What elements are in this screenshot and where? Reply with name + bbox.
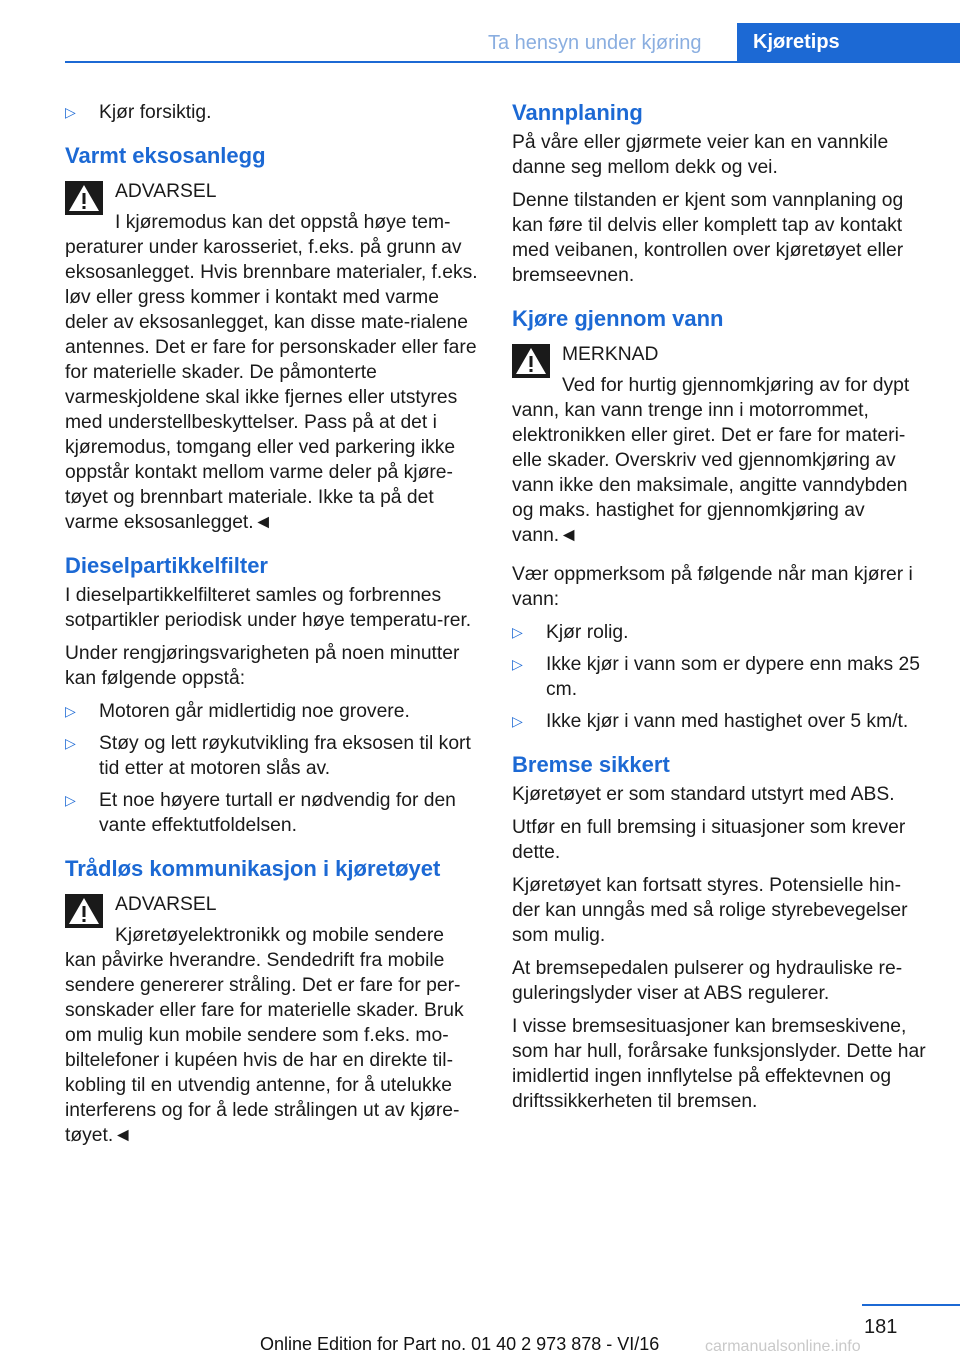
notice-box-water (512, 342, 928, 548)
left-column (65, 100, 479, 1162)
footer-rule (862, 1304, 960, 1306)
paragraph: Kjøretøyet er som standard utstyrt med ABS. (512, 784, 895, 805)
warning-kind: ADVARSEL (115, 894, 217, 915)
watermark: carmanualsonline.info (705, 1338, 861, 1355)
warning-text: I kjøremodus kan det oppstå høye tem-peraturer under karosseriet, f.eks. på grunn av eksosanlegget. Hvis brennbare materialer, f.eks. løv eller gress kommer i kontakt med varme deler av eksosanlegget, kan disse mate-rialene antennes. Det er fare for personskader eller fare for materielle skader. De påmonterte varmeskjoldene skal ikke fjernes eller utstyres med understellbeskyttelser. Pass på at det i kjøremodus, tomgang eller ved parkering ikke oppstår kontakt mellom varme deler på kjøre-tøyet og brennbart materiale. Ikke ta på det varme eksosanlegget.◄ (65, 212, 478, 533)
warning-text: Kjøretøyelektronikk og mobile sendere kan påvirke hverandre. Sendedrift fra mobile sendere genererer stråling. Det er fare for per-sonskader eller fare for materielle skader. Bruk om mulig kun mobile sendere som f.eks. mo-biltelefoner i kupéen hvis de har en direkte til-kobling til en utvendig antenne, for å utelukke interferens og for å lede strålingen ut av kjøre-tøyet.◄ (65, 925, 464, 1146)
heading-water: Kjøre gjennom vann (512, 306, 724, 331)
heading-diesel: Dieselpartikkelfilter (65, 553, 268, 578)
header-rule (65, 61, 960, 63)
triangle-right-icon: ▷ (512, 624, 523, 640)
heading-brake: Bremse sikkert (512, 752, 670, 777)
warning-triangle-icon (512, 344, 550, 378)
header-section-title: Ta hensyn under kjøring (488, 32, 702, 54)
warning-triangle-icon (65, 181, 103, 215)
triangle-right-icon: ▷ (512, 713, 523, 729)
list-item: ▷ Et noe høyere turtall er nødvendig for den vante effektutfoldelsen. (65, 790, 456, 836)
paragraph: I dieselpartikkelfilteret samles og forbrennes sotpartikler periodisk under høye temperatu-rer. (65, 585, 472, 631)
list-item: ▷ Kjør rolig. (512, 622, 629, 643)
warning-kind: ADVARSEL (115, 181, 217, 202)
paragraph: Utfør en full bremsing i situasjoner som krever dette. (512, 817, 906, 863)
triangle-right-icon: ▷ (65, 703, 76, 719)
list-item: ▷ Kjør forsiktig. (65, 102, 212, 123)
right-column (512, 100, 928, 1122)
notice-text: Ved for hurtig gjennomkjøring av for dypt vann, kan vann trenge inn i motorrommet, elektronikken eller giret. Det er fare for materi-elle skader. Overskriv ved gjennomkjøring av vann ikke den maksimale, angitte vanndybden og maks. hastighet for gjennomkjøring av vann.◄ (512, 375, 910, 546)
triangle-right-icon: ▷ (65, 104, 76, 120)
edition-note: Online Edition for Part no. 01 40 2 973 878 - VI/16 (260, 1334, 660, 1354)
list-item: ▷ Støy og lett røykutvikling fra eksosen til kort tid etter at motoren slås av. (65, 733, 471, 779)
warning-box-exhaust (65, 179, 479, 535)
heading-wireless: Trådløs kommunikasjon i kjøretøyet (65, 856, 441, 881)
paragraph: Under rengjøringsvarigheten på noen minutter kan følgende oppstå: (65, 643, 460, 689)
paragraph: Kjøretøyet kan fortsatt styres. Potensielle hin-der kan unngås med så rolige styrebevegelser som mulig. (512, 875, 908, 946)
page-number: 181 (864, 1316, 898, 1338)
warning-triangle-icon (65, 894, 103, 928)
list-item: ▷ Ikke kjør i vann med hastighet over 5 km/t. (512, 711, 909, 732)
list-item: ▷ Motoren går midlertidig noe grovere. (65, 701, 410, 722)
triangle-right-icon: ▷ (65, 735, 76, 751)
header-chapter-tab: Kjøretips (737, 23, 960, 61)
paragraph: Denne tilstanden er kjent som vannplaning og kan føre til delvis eller komplett tap av kontakt med veibanen, kontrollen over kjøretøyet eller bremseevnen. (512, 190, 904, 286)
paragraph: På våre eller gjørmete veier kan en vannkile danne seg mellom dekk og vei. (512, 132, 889, 178)
heading-aquaplaning: Vannplaning (512, 100, 643, 125)
triangle-right-icon: ▷ (512, 656, 523, 672)
paragraph: I visse bremsesituasjoner kan bremseskivene, som har hull, forårsake funksjonslyder. Dette har imidlertid ingen innflytelse på effektevnen og driftssikkerheten til bremsen. (512, 1016, 926, 1112)
notice-kind: MERKNAD (562, 344, 659, 365)
warning-box-wireless (65, 892, 479, 1148)
triangle-right-icon: ▷ (65, 792, 76, 808)
list-item: ▷ Ikke kjør i vann som er dypere enn maks 25 cm. (512, 654, 920, 700)
heading-exhaust: Varmt eksosanlegg (65, 143, 266, 168)
paragraph: At bremsepedalen pulserer og hydrauliske re-guleringslyder viser at ABS regulerer. (512, 958, 903, 1004)
paragraph: Vær oppmerksom på følgende når man kjører i vann: (512, 564, 913, 610)
